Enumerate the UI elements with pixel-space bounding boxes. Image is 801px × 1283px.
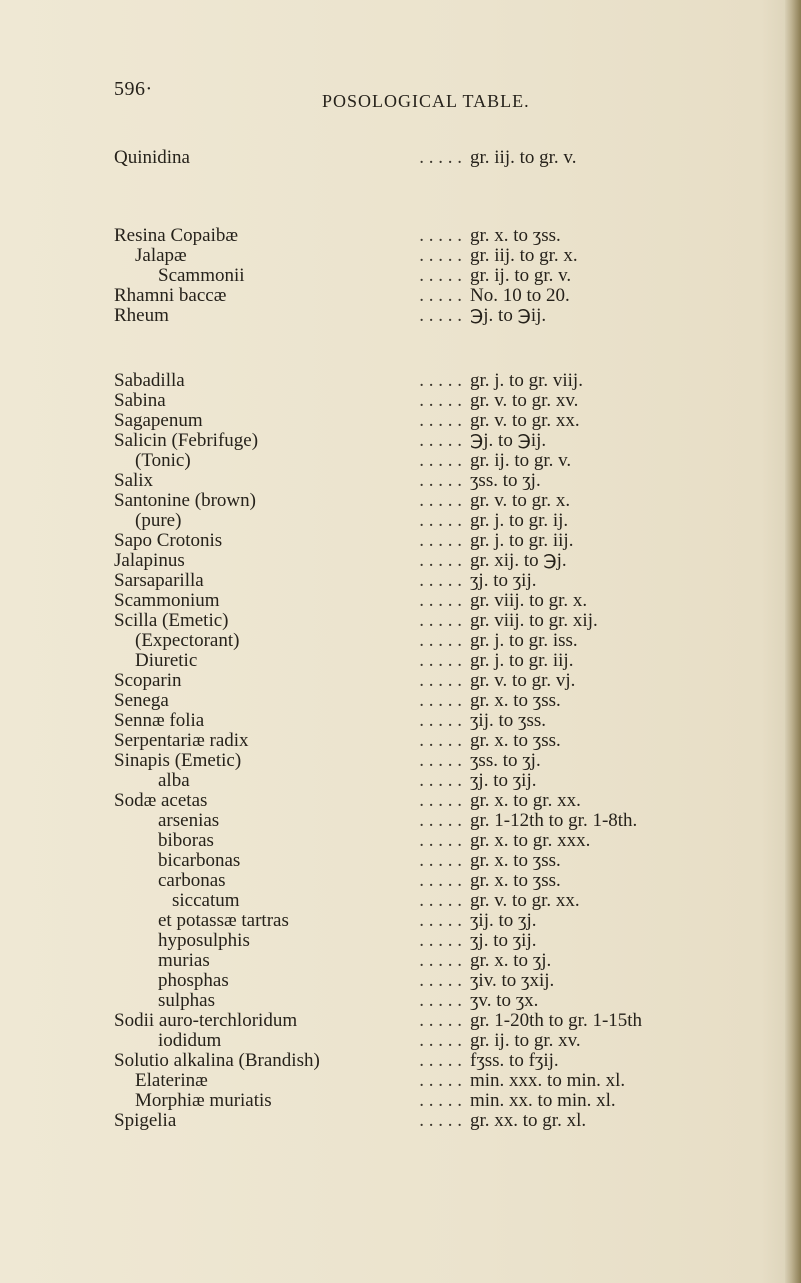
dose-range: gr. v. to gr. xx. [470, 410, 580, 431]
leader-dots: . . . . . [419, 430, 462, 451]
drug-name: Resina Copaibæ [114, 225, 239, 246]
leader-dots: . . . . . [419, 265, 462, 286]
drug-name: arsenias [158, 810, 220, 831]
drug-name: Sinapis (Emetic) [114, 750, 242, 771]
drug-name: Salix [114, 470, 154, 491]
dose-range: gr. iij. to gr. v. [470, 147, 577, 168]
dose-range: ʒv. to ʒx. [470, 990, 539, 1011]
leader-dots: . . . . . [419, 490, 462, 511]
leader-dots: . . . . . [419, 550, 462, 571]
leader-dots: . . . . . [419, 650, 462, 671]
dose-range: gr. v. to gr. vj. [470, 670, 576, 691]
drug-name: Sennæ folia [114, 710, 205, 731]
drug-name: Scilla (Emetic) [114, 610, 229, 631]
dose-range: gr. viij. to gr. x. [470, 590, 588, 611]
drug-name: Sarsaparilla [114, 570, 204, 591]
dose-range: gr. v. to gr. xx. [470, 890, 580, 911]
drug-name: Scoparin [114, 670, 182, 691]
leader-dots: . . . . . [419, 930, 462, 951]
drug-name: Morphiæ muriatis [135, 1090, 272, 1111]
dose-range: No. 10 to 20. [470, 285, 570, 306]
leader-dots: . . . . . [419, 1090, 462, 1111]
leader-dots: . . . . . [419, 810, 462, 831]
dose-range: ʒss. to ʒj. [470, 470, 541, 491]
drug-name: carbonas [158, 870, 226, 891]
drug-name: Sabina [114, 390, 166, 411]
page-number: 596· [114, 78, 153, 100]
drug-name: (Expectorant) [135, 630, 240, 651]
dose-range: gr. viij. to gr. xij. [470, 610, 598, 631]
table-row [0, 1109, 801, 1132]
table-row [0, 304, 801, 327]
drug-name: Spigelia [114, 1110, 177, 1131]
dose-range: gr. x. to ʒss. [470, 690, 561, 711]
leader-dots: . . . . . [419, 850, 462, 871]
drug-name: Rheum [114, 305, 169, 326]
dose-range: gr. v. to gr. x. [470, 490, 571, 511]
leader-dots: . . . . . [419, 285, 462, 306]
leader-dots: . . . . . [419, 750, 462, 771]
dose-range: gr. x. to ʒss. [470, 870, 561, 891]
drug-name: et potassæ tartras [158, 910, 289, 931]
drug-name: Senega [114, 690, 169, 711]
drug-name: Salicin (Febrifuge) [114, 430, 259, 451]
leader-dots: . . . . . [419, 870, 462, 891]
drug-name: (Tonic) [135, 450, 191, 471]
leader-dots: . . . . . [419, 710, 462, 731]
dose-range: gr. j. to gr. iij. [470, 530, 574, 551]
dose-range: ʒss. to ʒj. [470, 750, 541, 771]
dose-range: gr. ij. to gr. v. [470, 450, 572, 471]
leader-dots: . . . . . [419, 950, 462, 971]
dose-range: gr. j. to gr. iss. [470, 630, 578, 651]
leader-dots: . . . . . [419, 147, 462, 168]
leader-dots: . . . . . [419, 510, 462, 531]
leader-dots: . . . . . [419, 990, 462, 1011]
leader-dots: . . . . . [419, 970, 462, 991]
drug-name: Sagapenum [114, 410, 203, 431]
leader-dots: . . . . . [419, 470, 462, 491]
dose-range: min. xx. to min. xl. [470, 1090, 616, 1111]
drug-name: Scammonii [158, 265, 245, 286]
leader-dots: . . . . . [419, 1030, 462, 1051]
dose-range: ʒiv. to ʒxij. [470, 970, 555, 991]
dose-range: gr. iij. to gr. x. [470, 245, 578, 266]
dose-range: ʒij. to ʒss. [470, 710, 546, 731]
drug-name: Quinidina [114, 147, 190, 168]
dose-range: gr. j. to gr. viij. [470, 370, 583, 391]
dose-range: gr. v. to gr. xv. [470, 390, 579, 411]
drug-name: bicarbonas [158, 850, 241, 871]
drug-name: alba [158, 770, 190, 791]
dose-range: ʒj. to ʒij. [470, 770, 537, 791]
drug-name: Rhamni baccæ [114, 285, 227, 306]
leader-dots: . . . . . [419, 570, 462, 591]
dose-range: gr. 1-12th to gr. 1-8th. [470, 810, 638, 831]
leader-dots: . . . . . [419, 1010, 462, 1031]
drug-name: Jalapæ [135, 245, 187, 266]
running-head: POSOLOGICAL TABLE. [322, 91, 530, 111]
leader-dots: . . . . . [419, 305, 462, 326]
drug-name: Serpentariæ radix [114, 730, 249, 751]
dose-range: ℈j. to ℈ij. [470, 430, 547, 451]
drug-name: Sabadilla [114, 370, 185, 391]
leader-dots: . . . . . [419, 730, 462, 751]
leader-dots: . . . . . [419, 245, 462, 266]
dose-range: gr. j. to gr. ij. [470, 510, 569, 531]
dose-range: ʒj. to ʒij. [470, 570, 537, 591]
leader-dots: . . . . . [419, 610, 462, 631]
dose-range: gr. x. to gr. xx. [470, 790, 581, 811]
leader-dots: . . . . . [419, 690, 462, 711]
leader-dots: . . . . . [419, 790, 462, 811]
drug-name: Santonine (brown) [114, 490, 256, 511]
dose-range: gr. x. to ʒj. [470, 950, 552, 971]
dose-range: gr. j. to gr. iij. [470, 650, 574, 671]
dose-range: min. xxx. to min. xl. [470, 1070, 626, 1091]
leader-dots: . . . . . [419, 910, 462, 931]
leader-dots: . . . . . [419, 410, 462, 431]
drug-name: Sodii auro-terchloridum [114, 1010, 298, 1031]
dose-range: gr. x. to ʒss. [470, 850, 561, 871]
dose-range: gr. x. to ʒss. [470, 225, 561, 246]
leader-dots: . . . . . [419, 1070, 462, 1091]
drug-name: sulphas [158, 990, 215, 1011]
drug-name: Sodæ acetas [114, 790, 208, 811]
dose-range: ʒij. to ʒj. [470, 910, 537, 931]
drug-name: biboras [158, 830, 214, 851]
leader-dots: . . . . . [419, 390, 462, 411]
dose-range: gr. xij. to ℈j. [470, 550, 567, 571]
leader-dots: . . . . . [419, 630, 462, 651]
leader-dots: . . . . . [419, 1110, 462, 1131]
dose-range: gr. xx. to gr. xl. [470, 1110, 587, 1131]
drug-name: Diuretic [135, 650, 198, 671]
leader-dots: . . . . . [419, 890, 462, 911]
dose-range: gr. ij. to gr. xv. [470, 1030, 581, 1051]
dose-range: gr. x. to gr. xxx. [470, 830, 591, 851]
drug-name: iodidum [158, 1030, 222, 1051]
drug-name: murias [158, 950, 210, 971]
dose-range: gr. 1-20th to gr. 1-15th [470, 1010, 643, 1031]
dose-range: gr. ij. to gr. v. [470, 265, 572, 286]
drug-name: (pure) [135, 510, 182, 531]
table-row [0, 146, 801, 169]
drug-name: Jalapinus [114, 550, 185, 571]
dose-range: ʒj. to ʒij. [470, 930, 537, 951]
drug-name: siccatum [172, 890, 240, 911]
drug-name: Sapo Crotonis [114, 530, 223, 551]
dose-range: ℈j. to ℈ij. [470, 305, 547, 326]
leader-dots: . . . . . [419, 590, 462, 611]
dose-range: gr. x. to ʒss. [470, 730, 561, 751]
leader-dots: . . . . . [419, 370, 462, 391]
drug-name: Solutio alkalina (Brandish) [114, 1050, 320, 1071]
drug-name: Elaterinæ [135, 1070, 208, 1091]
leader-dots: . . . . . [419, 770, 462, 791]
dose-range: fʒss. to fʒij. [470, 1050, 559, 1071]
leader-dots: . . . . . [419, 1050, 462, 1071]
drug-name: hyposulphis [158, 930, 250, 951]
leader-dots: . . . . . [419, 670, 462, 691]
drug-name: phosphas [158, 970, 229, 991]
drug-name: Scammonium [114, 590, 220, 611]
leader-dots: . . . . . [419, 530, 462, 551]
leader-dots: . . . . . [419, 225, 462, 246]
leader-dots: . . . . . [419, 830, 462, 851]
leader-dots: . . . . . [419, 450, 462, 471]
